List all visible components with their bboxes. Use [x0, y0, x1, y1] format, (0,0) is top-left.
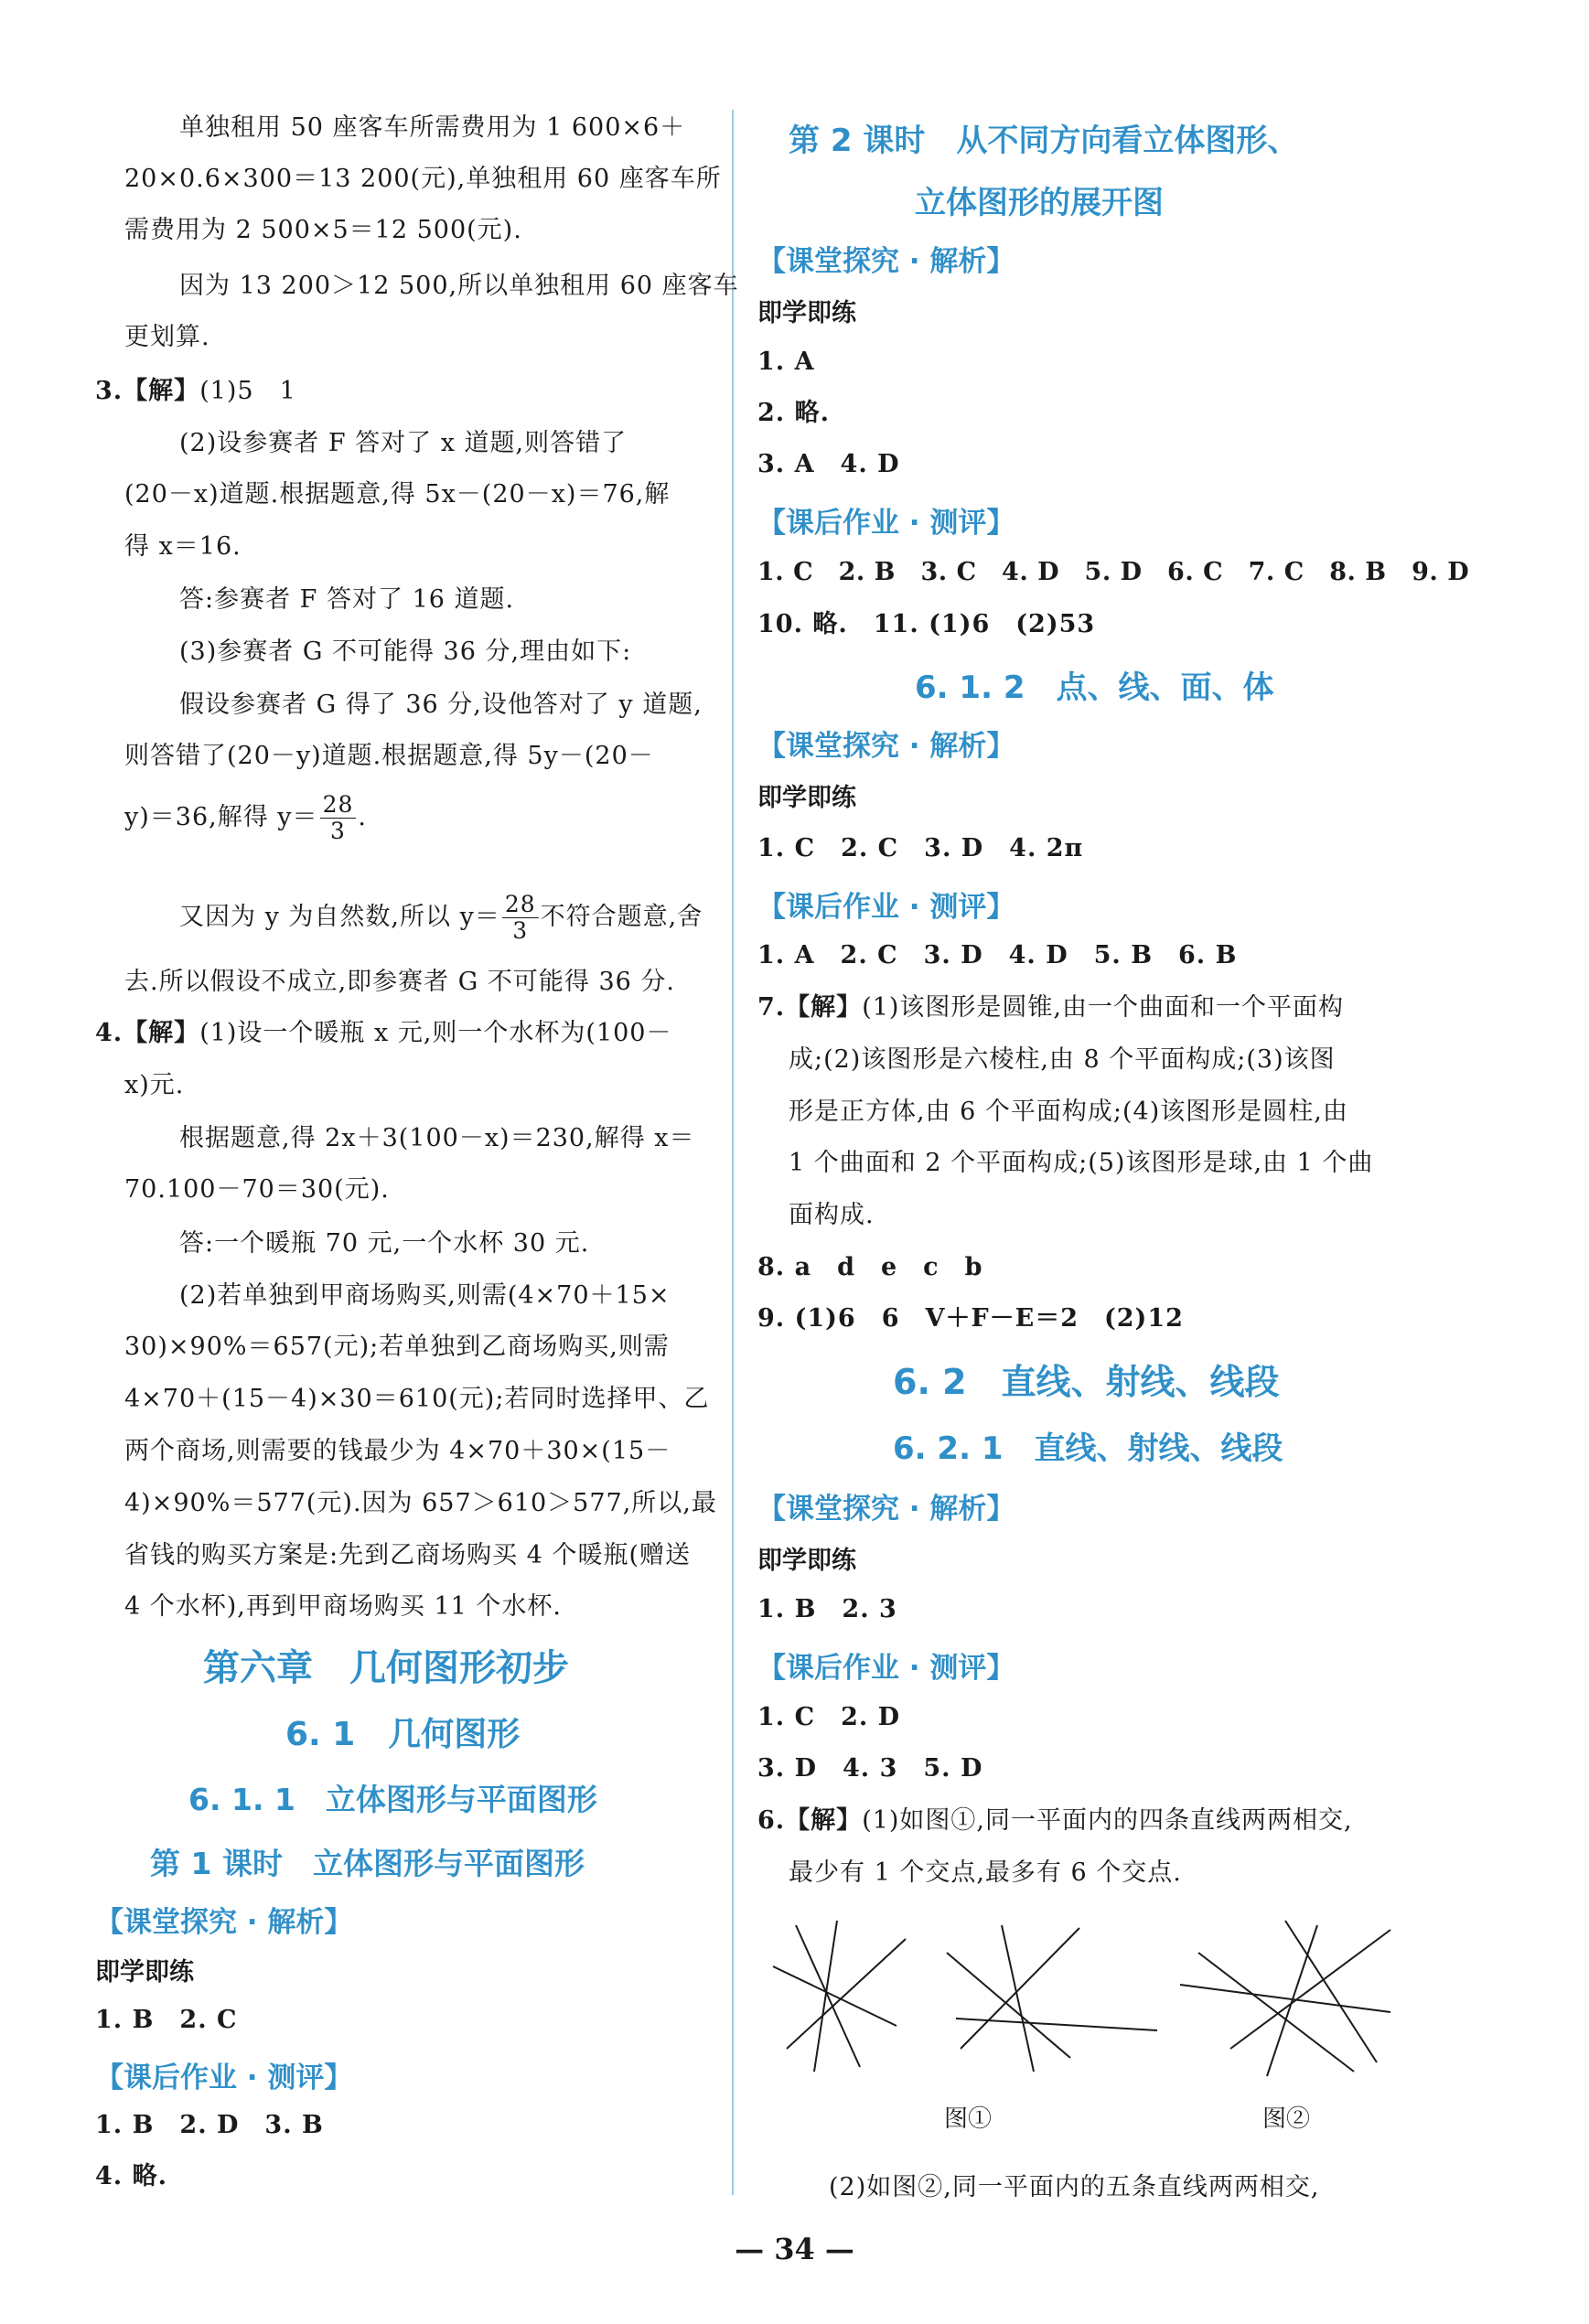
text-line: 两个商场,则需要的钱最少为 4×70＋30×(15－ — [124, 1437, 671, 1465]
answer-line: 1. B 2. D 3. B — [95, 2111, 324, 2139]
answer-line: 4. 略. — [95, 2162, 167, 2190]
question-label: 6.【解】 — [757, 1806, 863, 1835]
line — [787, 1939, 906, 2049]
question-label: 4.【解】 — [95, 1019, 200, 1047]
text-line: (1)该图形是圆锥,由一个曲面和一个平面构 — [862, 993, 1345, 1022]
text-line: 面构成. — [789, 1201, 875, 1229]
text-line-with-fraction — [179, 892, 703, 944]
line — [961, 1928, 1079, 2049]
section-tag-homework: 【课后作业 · 测评】 — [757, 507, 1015, 540]
fraction-numerator: 28 — [320, 792, 357, 819]
page-number: — 34 — — [735, 2232, 854, 2266]
section-tag-homework: 【课后作业 · 测评】 — [757, 1652, 1015, 1685]
answer-line: 2. 略. — [757, 399, 830, 427]
text-line: 成;(2)该图形是六棱柱,由 8 个平面构成;(3)该图 — [789, 1045, 1336, 1074]
text-line: 1 个曲面和 2 个平面构成;(5)该图形是球,由 1 个曲 — [789, 1149, 1374, 1177]
text-span: 不符合题意,舍 — [540, 903, 703, 931]
answer-line: 1. C 2. B 3. C 4. D 5. D 6. C 7. C 8. B 9. D — [757, 558, 1470, 586]
answer-line: 3. D 4. 3 5. D — [757, 1754, 983, 1783]
section-tag-class-exploration: 【课堂探究 · 解析】 — [757, 245, 1015, 278]
chapter-title: 第六章 几何图形初步 — [203, 1647, 569, 1689]
figure-1-four-lines-six-points — [947, 1925, 1157, 2072]
answer-line: 1. B 2. C — [95, 2006, 238, 2034]
line — [947, 1953, 1070, 2058]
text-line: 得 x＝16. — [124, 532, 242, 561]
answer-line: 9. (1)6 6 V＋F－E＝2 (2)12 — [757, 1304, 1184, 1333]
subsection-title: 6. 2. 1 直线、射线、线段 — [893, 1430, 1283, 1467]
line — [773, 1966, 896, 2026]
text-line: (1)设一个暖瓶 x 元,则一个水杯为(100－ — [199, 1019, 672, 1047]
text-line: 4 个水杯),再到甲商场购买 11 个水杯. — [124, 1592, 562, 1621]
question-6 — [757, 1803, 1353, 1839]
answer-line: 8. a d e c b — [757, 1253, 983, 1281]
text-line: 答:参赛者 F 答对了 16 道题. — [179, 585, 515, 614]
text-line: 更划算. — [124, 323, 210, 351]
answer-line: 1. A — [757, 348, 815, 376]
section-tag-homework: 【课后作业 · 测评】 — [757, 891, 1015, 924]
text-line: 需费用为 2 500×5＝12 500(元). — [124, 216, 522, 244]
text-line: 去.所以假设不成立,即参赛者 G 不可能得 36 分. — [124, 968, 676, 996]
subsection-title: 6. 1. 1 立体图形与平面图形 — [188, 1782, 597, 1817]
answer-line: 1. B 2. 3 — [757, 1595, 897, 1623]
answer-line: 1. C 2. C 3. D 4. 2π — [757, 834, 1084, 862]
question-4 — [95, 1015, 671, 1052]
answer-line: 3. A 4. D — [757, 450, 900, 478]
figure-caption-1: 图① — [944, 2105, 993, 2133]
text-line-with-fraction — [124, 792, 367, 844]
line — [1198, 1953, 1354, 2072]
text-span: . — [358, 803, 367, 831]
text-line: 最少有 1 个交点,最多有 6 个交点. — [789, 1858, 1182, 1887]
fraction-denominator: 3 — [330, 818, 346, 844]
text-span: y)＝36,解得 y＝ — [124, 803, 318, 831]
question-3 — [95, 373, 296, 410]
subheading-practice: 即学即练 — [757, 299, 856, 327]
answer-line: 10. 略. 11. (1)6 (2)53 — [757, 610, 1096, 638]
text-line: 形是正方体,由 6 个平面构成;(4)该图形是圆柱,由 — [789, 1098, 1348, 1126]
subheading-practice: 即学即练 — [757, 784, 856, 812]
subsection-title: 6. 1. 2 点、线、面、体 — [915, 669, 1274, 706]
text-line: 省钱的购买方案是:先到乙商场购买 4 个暖瓶(赠送 — [124, 1541, 691, 1569]
figure-2-five-lines — [1180, 1921, 1390, 2076]
text-line: 30)×90%＝657(元);若单独到乙商场购买,则需 — [124, 1333, 670, 1361]
text-line: x)元. — [124, 1071, 185, 1099]
question-7 — [757, 990, 1344, 1026]
section-title: 6. 1 几何图形 — [285, 1716, 521, 1753]
text-span: 又因为 y 为自然数,所以 y＝ — [179, 903, 500, 931]
section-tag-class-exploration: 【课堂探究 · 解析】 — [757, 1493, 1015, 1526]
column-divider — [732, 110, 734, 2195]
text-line: 单独租用 50 座客车所需费用为 1 600×6＋ — [179, 113, 686, 142]
subheading-practice: 即学即练 — [757, 1547, 856, 1575]
text-line: (1)如图①,同一平面内的四条直线两两相交, — [862, 1806, 1353, 1835]
text-line: (2)如图②,同一平面内的五条直线两两相交, — [829, 2173, 1320, 2201]
text-line: 因为 13 200＞12 500,所以单独租用 60 座客车 — [179, 272, 739, 300]
text-line: (20－x)道题.根据题意,得 5x－(20－x)＝76,解 — [124, 480, 671, 509]
lesson-title-cont: 立体图形的展开图 — [915, 185, 1164, 221]
line — [1285, 1921, 1377, 2062]
figure-1-four-lines-one-point — [773, 1921, 906, 2072]
answer-line: 1. C 2. D — [757, 1703, 901, 1731]
line-intersection-figures — [768, 1912, 1400, 2085]
text-line: (1)5 1 — [199, 377, 296, 405]
fraction-numerator: 28 — [502, 892, 539, 918]
line — [1002, 1925, 1034, 2072]
text-line: 假设参赛者 G 得了 36 分,设他答对了 y 道题, — [179, 691, 703, 719]
question-label: 3.【解】 — [95, 377, 200, 405]
text-line: (2)若单独到甲商场购买,则需(4×70＋15× — [179, 1281, 671, 1310]
text-line: 4×70＋(15－4)×30＝610(元);若同时选择甲、乙 — [124, 1385, 710, 1413]
text-line: 根据题意,得 2x＋3(100－x)＝230,解得 x＝ — [179, 1124, 695, 1152]
text-line: 答:一个暖瓶 70 元,一个水杯 30 元. — [179, 1229, 590, 1258]
text-line: 20×0.6×300＝13 200(元),单独租用 60 座客车所 — [124, 165, 722, 193]
fraction-denominator: 3 — [512, 917, 529, 944]
answer-line: 1. A 2. C 3. D 4. D 5. B 6. B — [757, 941, 1238, 969]
section-tag-class-exploration: 【课堂探究 · 解析】 — [95, 1906, 353, 1939]
question-label: 7.【解】 — [757, 993, 863, 1022]
text-line: 4)×90%＝577(元).因为 657＞610＞577,所以,最 — [124, 1489, 717, 1517]
lesson-title: 第 1 课时 立体图形与平面图形 — [150, 1846, 585, 1881]
section-tag-homework: 【课后作业 · 测评】 — [95, 2062, 353, 2094]
fraction — [320, 792, 357, 844]
line — [796, 1925, 860, 2067]
text-line: (3)参赛者 G 不可能得 36 分,理由如下: — [179, 637, 632, 666]
section-title: 6. 2 直线、射线、线段 — [893, 1362, 1280, 1402]
text-line: 70.100－70＝30(元). — [124, 1175, 390, 1204]
text-line: (2)设参赛者 F 答对了 x 道题,则答错了 — [179, 429, 628, 457]
subheading-practice: 即学即练 — [95, 1958, 194, 1987]
fraction — [502, 892, 539, 944]
figure-caption-2: 图② — [1262, 2105, 1311, 2133]
text-line: 则答错了(20－y)道题.根据题意,得 5y－(20－ — [124, 742, 654, 770]
lesson-title: 第 2 课时 从不同方向看立体图形、 — [789, 123, 1299, 159]
section-tag-class-exploration: 【课堂探究 · 解析】 — [757, 730, 1015, 763]
line — [956, 2019, 1157, 2030]
